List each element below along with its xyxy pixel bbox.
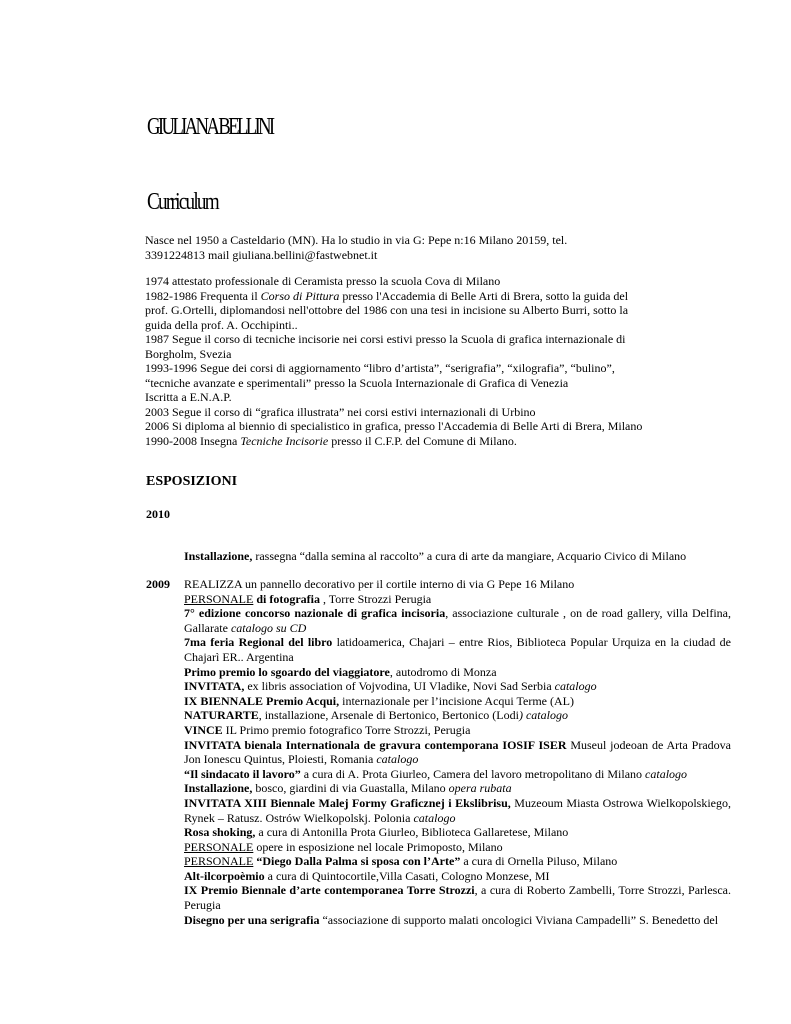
artist-name: GIULIANA BELLINI bbox=[147, 114, 273, 140]
exhibition-entry: Installazione, bosco, giardini di via Guastalla, Milano opera rubata bbox=[184, 781, 512, 796]
year-label: 2009 bbox=[146, 577, 170, 591]
timeline-entry: 1993-1996 Segue dei corsi di aggiornamento “libro d’artista”, “serigrafia”, “xilografia”, “bulino”, “tecniche avanzate e sperimentali” presso la Scuola Internazionale di Grafica di Venezia bbox=[145, 361, 615, 390]
exhibition-list-2009 bbox=[184, 577, 731, 927]
exhibitions-heading: ESPOSIZIONI bbox=[146, 474, 238, 489]
exhibition-entry: INVITATA, ex libris association of Vojvodina, UI Vladike, Novi Sad Serbia catalogo bbox=[184, 679, 597, 694]
exhibition-entry: PERSONALE di fotografia , Torre Strozzi Perugia bbox=[184, 591, 432, 606]
personale-label: PERSONALE bbox=[184, 839, 254, 854]
timeline-entry: 2006 Si diploma al biennio di specialistico in grafica, presso l'Accademia di Belle Arti di Brera, Milano bbox=[145, 419, 643, 433]
timeline-entry: 1987 Segue il corso di tecniche incisorie nei corsi estivi presso la Scuola di grafica internazionale di Borgholm, Svezia bbox=[145, 332, 626, 361]
exhibition-entry: Primo premio lo sgoardo del viaggiatore, autodromo di Monza bbox=[184, 664, 497, 679]
personale-label: PERSONALE bbox=[184, 854, 254, 869]
timeline-entry: Iscritta a E.N.A.P. bbox=[145, 390, 232, 404]
exhibition-entry: VINCE IL Primo premio fotografico Torre Strozzi, Perugia bbox=[184, 722, 471, 737]
timeline-entry: 2003 Segue il corso di “grafica illustrata” nei corsi estivi internazionali di Urbino bbox=[145, 404, 536, 419]
exhibition-entry: NATURARTE, installazione, Arsenale di Bertonico, Bertonico (Lodi) catalogo bbox=[184, 708, 568, 723]
timeline-entry: 1982-1986 Frequenta il Corso di Pittura presso l'Accademia di Belle Arti di Brera, sotto la guida del prof. G.Ortelli, diplomandosi nell'ottobre del 1986 con una tesi in incisione su Alberto Burri, sotto la guida della prof. A. Occhipinti.. bbox=[145, 288, 629, 332]
exhibition-entry: INVITATA bienala Internationala de gravura contemporana IOSIF ISER Museul jodeoan de Arta Pradova Jon Ionescu Quintus, Ploiesti, Romania catalogo bbox=[184, 737, 732, 767]
exhibition-entry: Alt-ilcorpoèmio a cura di Quintocortile,Villa Casati, Cologno Monzese, MI bbox=[184, 868, 550, 883]
exhibition-entry: REALIZZA un pannello decorativo per il cortile interno di via G Pepe 16 Milano bbox=[184, 577, 575, 591]
intro-paragraph bbox=[145, 233, 615, 263]
exhibition-entry: IX Premio Biennale d’arte contemporanea Torre Strozzi, a cura di Roberto Zambelli, Torre Strozzi, Parlesca. Perugia bbox=[184, 883, 731, 913]
exhibition-entry: “Il sindacato il lavoro” a cura di A. Prota Giurleo, Camera del lavoro metropolitano di Milano catalogo bbox=[184, 766, 688, 781]
personale-label: PERSONALE bbox=[184, 591, 254, 606]
education-timeline bbox=[145, 274, 645, 448]
exhibition-entry: INVITATA XIII Biennale Malej Formy Graficznej i Ekslibrisu, Muzeoum Miasta Ostrowa Wielkopolskiego, Rynek – Ratusz. Ostrów Wielkopolskj. Polonia catalogo bbox=[184, 795, 732, 825]
year-label: 2010 bbox=[146, 507, 170, 521]
exhibition-entry: IX BIENNALE Premio Acqui, internazionale per l’incisione Acqui Terme (AL) bbox=[184, 693, 574, 708]
timeline-entry: 1990-2008 Insegna Tecniche Incisorie presso il C.F.P. del Comune di Milano. bbox=[145, 433, 517, 448]
exhibition-entry: 7° edizione concorso nazionale di grafica incisoria, associazione culturale , on de road gallery, villa Delfina, Gallarate catalogo su CD bbox=[184, 606, 731, 635]
curriculum-title: Curriculum bbox=[147, 189, 218, 215]
intro-line: Nasce nel 1950 a Casteldario (MN). Ha lo studio in via G: Pepe n:16 Milano 20159, tel. bbox=[145, 233, 568, 247]
exhibition-entry: PERSONALE “Diego Dalla Palma si sposa con l’Arte” a cura di Ornella Piluso, Milano bbox=[184, 854, 618, 869]
exhibition-entry: 7ma feria Regional del libro latidoamerica, Chajari – entre Rios, Biblioteca Popular Urquiza en la ciudad de Chajarì ER.. Argentina bbox=[184, 635, 731, 664]
exhibition-entry: Installazione, rassegna “dalla semina al raccolto” a cura di arte da mangiare, Acquario Civico di Milano bbox=[184, 549, 687, 563]
exhibition-entry: Disegno per una serigrafia “associazione di supporto malati oncologici Viviana Campadelli” S. Benedetto del bbox=[184, 912, 719, 927]
exhibition-entry: Rosa shoking, a cura di Antonilla Prota Giurleo, Biblioteca Gallaretese, Milano bbox=[184, 825, 569, 840]
intro-line: 3391224813 mail giuliana.bellini@fastwebnet.it bbox=[145, 248, 378, 262]
timeline-entry: 1974 attestato professionale di Ceramista presso la scuola Cova di Milano bbox=[145, 274, 501, 288]
exhibition-entry: PERSONALE opere in esposizione nel locale Primoposto, Milano bbox=[184, 839, 503, 854]
